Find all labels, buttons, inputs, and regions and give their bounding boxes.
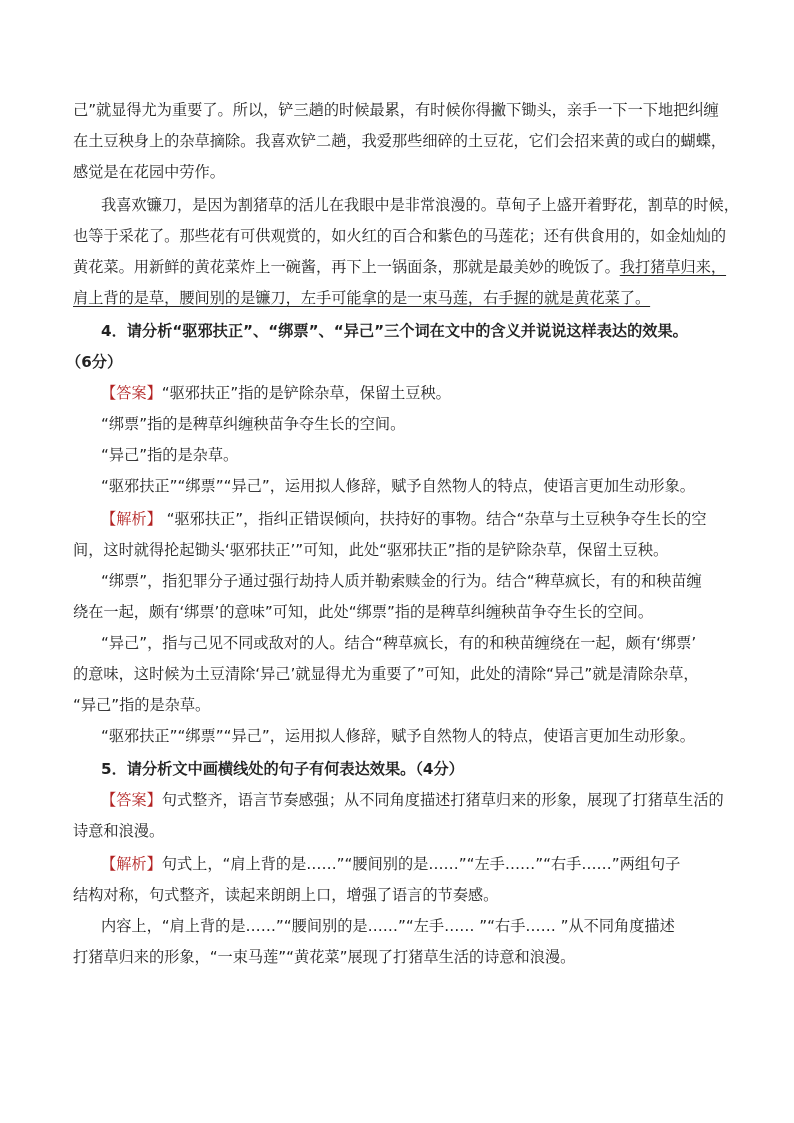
- analysis-line: 打猪草归来的形象，“一束马莲”“黄花菜”展现了打猪草生活的诗意和浪漫。: [73, 948, 576, 966]
- passage-line: [73, 257, 726, 277]
- analysis-line: 的意味，这时候为土豆清除‘异己’就显得尤为重要了”可知，此处的清除“异己”就是清除杂草，: [73, 665, 699, 683]
- analysis-line: “绑票”，指犯罪分子通过强行劫持人质并勒索赎金的行为。结合“稗草疯长，有的和秧苗缠: [101, 572, 702, 590]
- answer-text: 句式整齐，语言节奏感强；从不同角度描述打猪草归来的形象，展现了打猪草生活的: [161, 791, 724, 809]
- question-4-score: （6分）: [66, 353, 123, 371]
- analysis-line: 绕在一起，颇有‘绑票’的意味”可知，此处“绑票”指的是稗草纠缠秧苗争夺生长的空间。: [73, 603, 654, 621]
- question-4-title: 4．请分析“驱邪扶正”、“绑票”、“异己”三个词在文中的含义并说说这样表达的效果。: [101, 322, 688, 340]
- passage-line: 感觉是在花园中劳作。: [73, 163, 225, 181]
- analysis-tag: 【解析】: [101, 855, 162, 873]
- analysis-line: “异己”指的是杂草。: [73, 696, 211, 714]
- answer-line: [101, 383, 451, 403]
- passage-line: 己”就显得尤为重要了。所以，铲三趟的时候最累，有时候你得撇下锄头，亲手一下一下地把纠缠: [73, 101, 719, 119]
- underlined-sentence: 肩上背的是草，腰间别的是镰刀，左手可能拿的是一束马莲，右手握的就是黄花菜了。: [73, 289, 651, 307]
- analysis-text: 句式上，“肩上背的是……”“腰间别的是……”“左手……”“右手……”两组句子: [161, 855, 681, 873]
- answer-line: “绑票”指的是稗草纠缠秧苗争夺生长的空间。: [101, 415, 406, 433]
- answer-line: 诗意和浪漫。: [73, 822, 165, 840]
- analysis-line: “异己”，指与己见不同或敌对的人。结合“稗草疯长，有的和秧苗缠绕在一起，颇有‘绑票’: [101, 634, 697, 652]
- passage-line: 我喜欢镰刀，是因为割猪草的活儿在我眼中是非常浪漫的。草甸子上盛开着野花，割草的时候，: [101, 196, 739, 214]
- analysis-line: 内容上，“肩上背的是……”“腰间别的是……”“左手…… ”“右手…… ”从不同角度描述: [101, 917, 675, 935]
- answer-text: “驱邪扶正”指的是铲除杂草，保留土豆秧。: [161, 384, 451, 402]
- analysis-text: “驱邪扶正”，指纠正错误倾向，扶持好的事物。结合“杂草与土豆秧争夺生长的空: [161, 510, 707, 528]
- analysis-line: “驱邪扶正”“绑票”“异己”，运用拟人修辞，赋予自然物人的特点，使语言更加生动形象。: [101, 727, 695, 745]
- analysis-line: 间，这时就得抡起锄头‘驱邪扶正’”可知，此处“驱邪扶正”指的是铲除杂草，保留土豆秧。: [73, 541, 669, 559]
- passage-line: 也等于采花了。那些花有可供观赏的，如火红的百合和紫色的马莲花；还有供食用的，如金灿灿的: [73, 227, 727, 245]
- question-5-title: 5．请分析文中画横线处的句子有何表达效果。（4分）: [101, 760, 464, 778]
- analysis-line: [101, 509, 707, 529]
- answer-line: “驱邪扶正”“绑票”“异己”，运用拟人修辞，赋予自然物人的特点，使语言更加生动形象。: [101, 477, 695, 495]
- passage-text: 黄花菜。用新鲜的黄花菜炸上一碗酱，再下上一锅面条，那就是最美妙的晚饭了。: [73, 258, 620, 276]
- answer-tag: 【答案】: [101, 791, 162, 809]
- answer-tag: 【答案】: [101, 384, 162, 402]
- underlined-sentence: 我打猪草归来，: [619, 258, 727, 276]
- answer-line: [101, 790, 724, 810]
- analysis-tag: 【解析】: [101, 510, 162, 528]
- passage-line: 在土豆秧身上的杂草摘除。我喜欢铲二趟，我爱那些细碎的土豆花，它们会招来黄的或白的蝴蝶，: [73, 132, 727, 150]
- analysis-line: [101, 854, 680, 874]
- answer-line: “异己”指的是杂草。: [101, 446, 239, 464]
- analysis-line: 结构对称，句式整齐，读起来朗朗上口，增强了语言的节奏感。: [73, 886, 499, 904]
